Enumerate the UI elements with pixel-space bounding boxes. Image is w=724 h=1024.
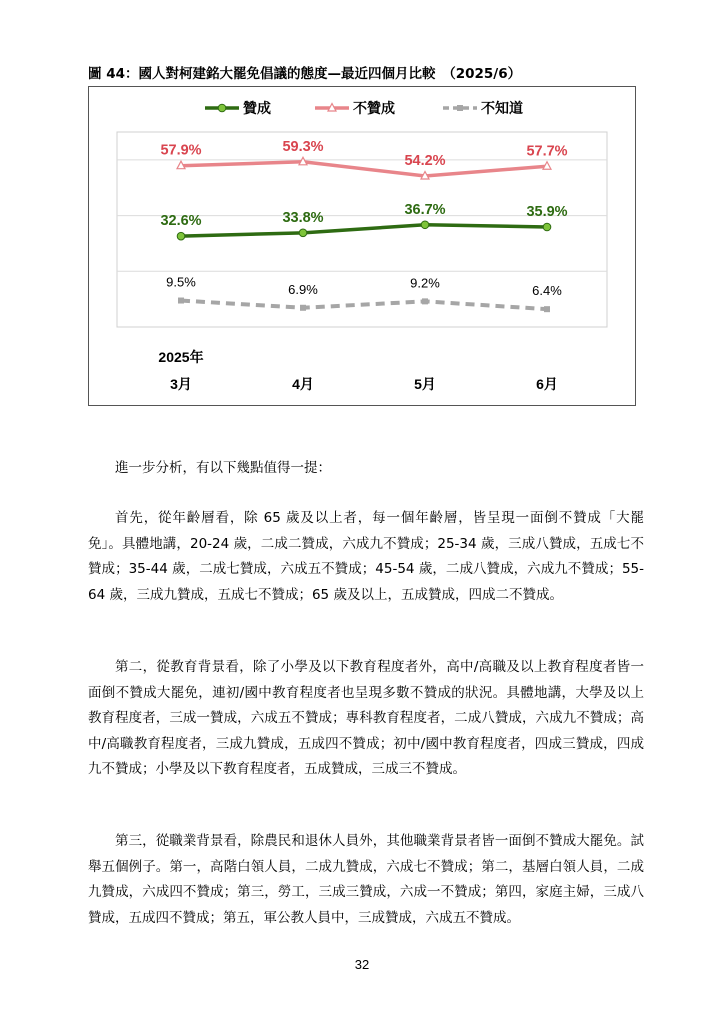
legend-label: 贊成 — [243, 100, 271, 116]
data-label: 57.9% — [160, 142, 202, 159]
data-label: 36.7% — [404, 201, 446, 218]
data-label: 6.9% — [288, 281, 318, 297]
series-line-1 — [181, 162, 547, 176]
figure-title: 圖 44：國人對柯建銘大罷免倡議的態度—最近四個月比較 （2025/6） — [88, 66, 522, 82]
legend-label: 不知道 — [481, 100, 523, 116]
data-label: 9.5% — [166, 274, 196, 290]
data-label: 6.4% — [532, 283, 562, 299]
data-point — [177, 232, 185, 240]
data-point — [421, 221, 429, 229]
paragraph-education: 第二，從教育背景看，除了小學及以下教育程度者外，高中/高職及以上教育程度者皆一面倒不贊成大罷免，連初/國中教育程度者也呈現多數不贊成的狀況。具體地講，大學及以上教育程度者，三成一贊成，六成五不贊成；專科教育程度者，二成八贊成，六成九不贊成；高中/高職教育程度者，三成九贊成，五成四不贊成；初中/國中教育程度者，四成三贊成，四成九不贊成；小學及以下教育程度者，五成贊成，三成三不贊成。 — [88, 659, 644, 778]
x-tick-label: 3月 — [170, 376, 192, 392]
legend-marker-2 — [457, 105, 463, 111]
data-point — [178, 298, 184, 304]
x-tick-label: 5月 — [414, 376, 436, 392]
data-label: 57.7% — [526, 143, 568, 160]
x-tick-label: 6月 — [536, 376, 558, 392]
x-axis-year-label: 2025年 — [158, 349, 204, 365]
chart-canvas — [89, 87, 637, 407]
intro-paragraph: 進一步分析，有以下幾點值得一提： — [115, 460, 331, 476]
series-line-0 — [181, 225, 547, 236]
data-label: 59.3% — [282, 138, 324, 155]
legend-marker-0 — [218, 104, 226, 112]
data-label: 35.9% — [526, 203, 568, 220]
paragraph-age: 首先，從年齡層看，除 65 歲及以上者，每一個年齡層，皆呈現一面倒不贊成「大罷免」。具體地講，20-24 歲，二成二贊成，六成九不贊成；25-34 歲，三成八贊成，五成七不贊成；35-44 歲，二成七贊成，六成五不贊成；45-54 歲，二成八贊成，六成九不贊成；55-64 歲，三成九贊成，五成七不贊成；65 歲及以上，五成贊成，四成二不贊成。 — [88, 510, 644, 603]
line-chart — [88, 86, 636, 406]
series-line-2 — [181, 301, 547, 310]
data-point — [299, 229, 307, 237]
data-point — [544, 306, 550, 312]
x-tick-label: 4月 — [292, 376, 314, 392]
data-point — [300, 305, 306, 311]
page-number: 32 — [354, 957, 370, 972]
data-label: 9.2% — [410, 275, 440, 291]
data-label: 54.2% — [404, 153, 446, 170]
data-point — [422, 298, 428, 304]
data-label: 33.8% — [282, 209, 324, 226]
paragraph-occupation: 第三，從職業背景看，除農民和退休人員外，其他職業背景者皆一面倒不贊成大罷免。試舉五個例子。第一，高階白領人員，二成九贊成，六成七不贊成；第二，基層白領人員，二成九贊成，六成四不贊成；第三，勞工，三成三贊成，六成一不贊成；第四，家庭主婦，三成八贊成，五成四不贊成；第五，軍公教人員中，三成贊成，六成五不贊成。 — [88, 833, 644, 926]
data-point — [543, 223, 551, 231]
legend-label: 不贊成 — [353, 100, 395, 116]
data-label: 32.6% — [160, 213, 202, 230]
